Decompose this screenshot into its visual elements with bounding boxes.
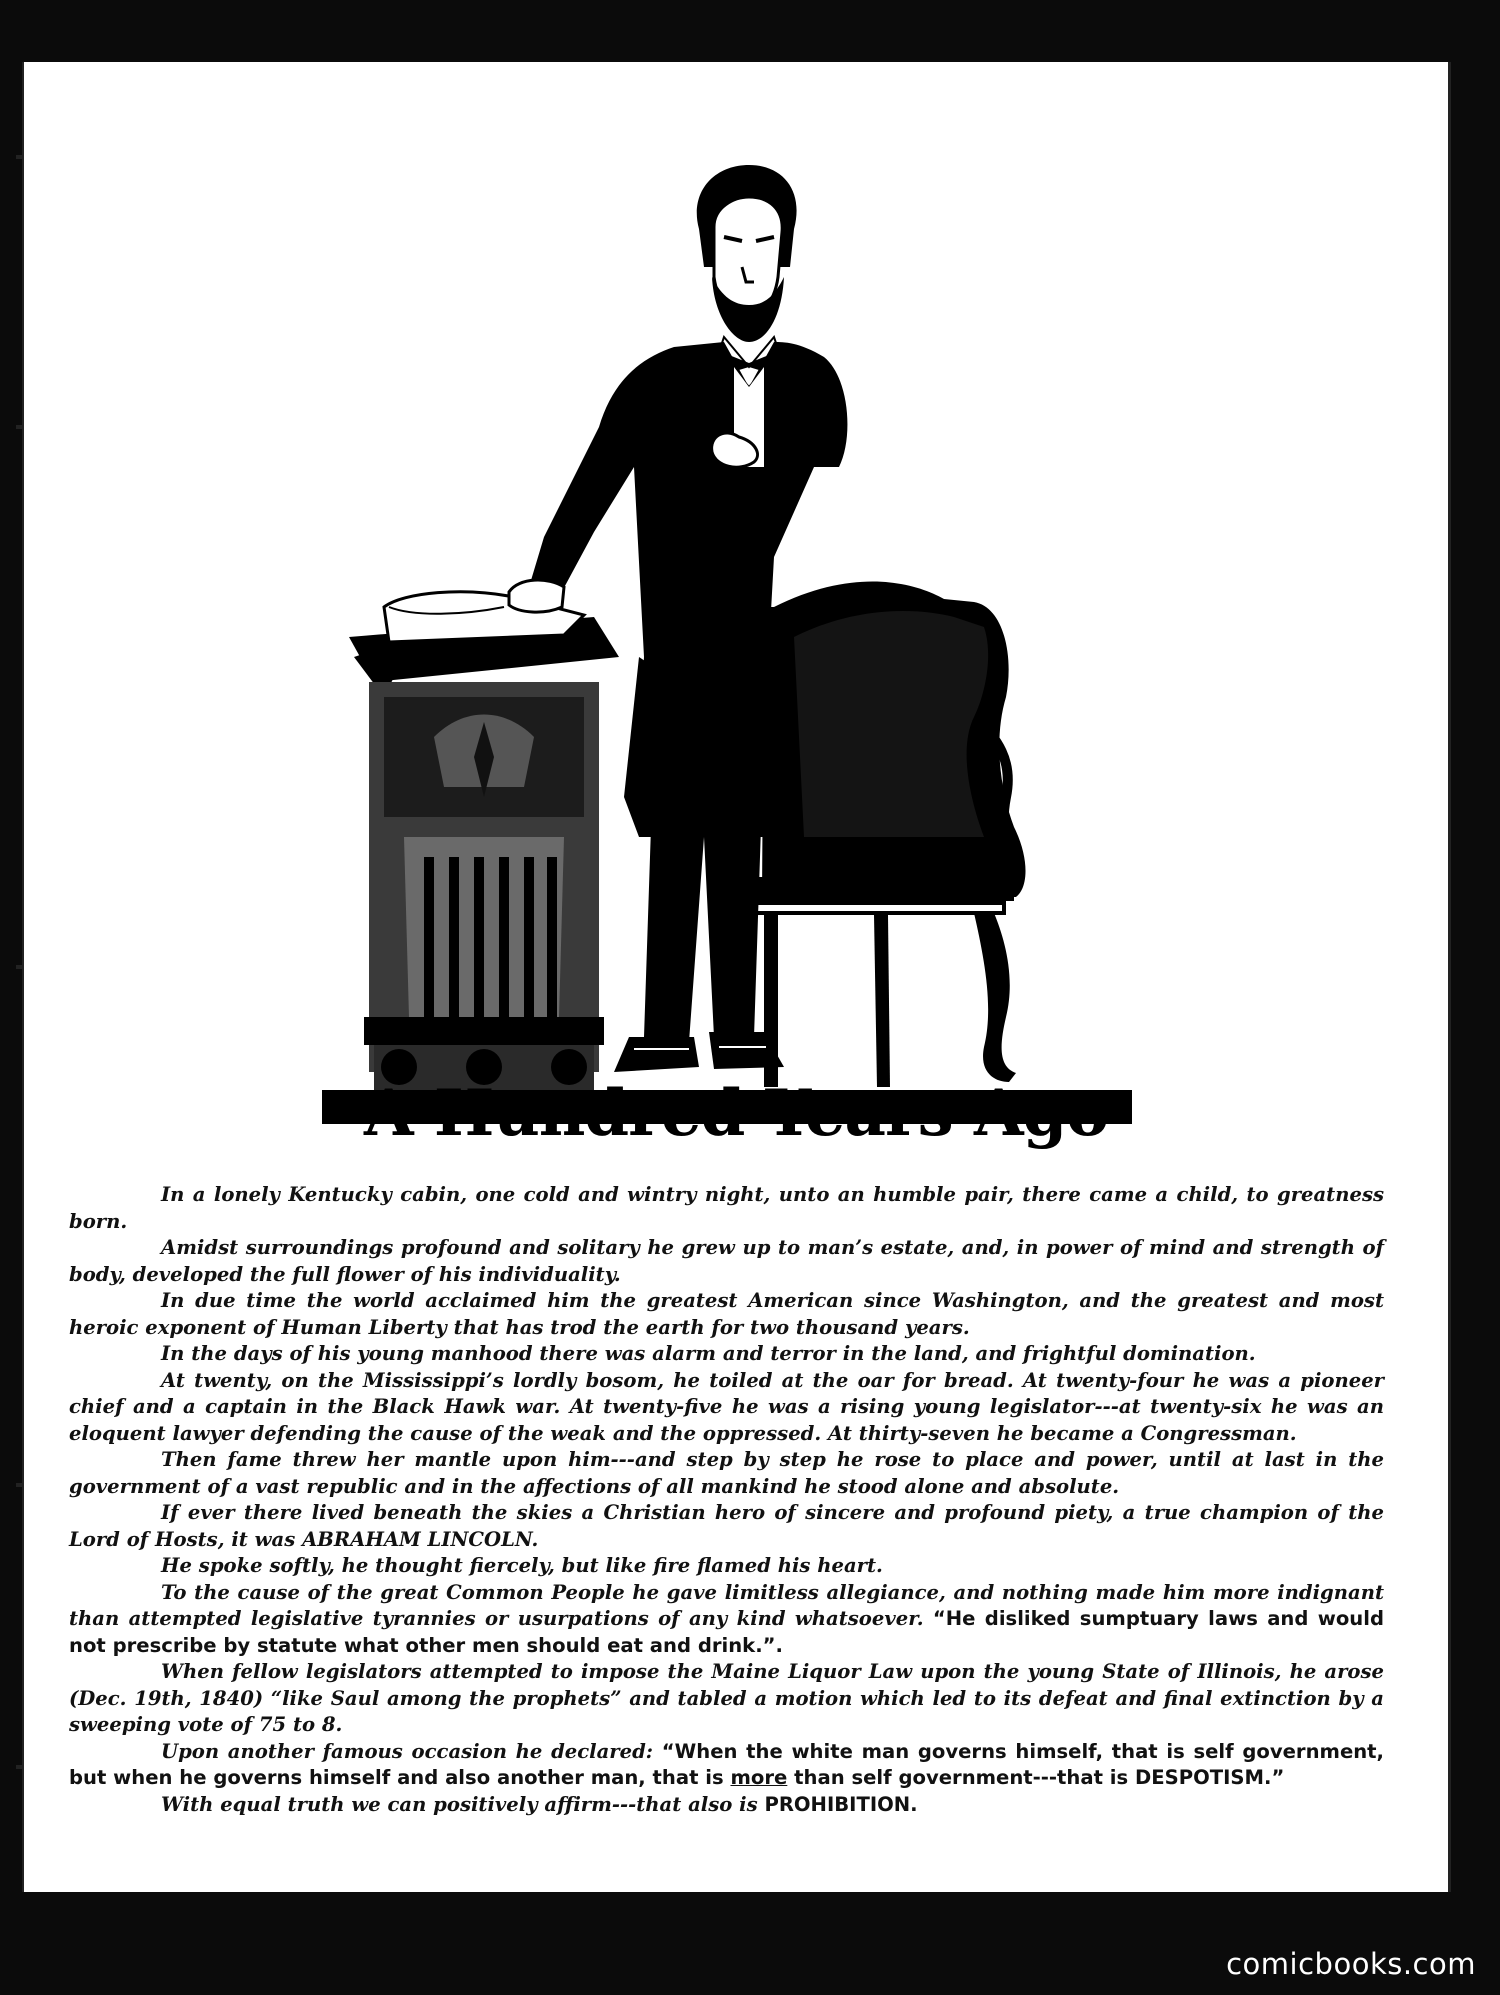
paragraph-text: If ever there lived beneath the skies a Christian hero of sincere and profound piety, a true champion of the Lord of Hosts, it was ABRAHAM LINCOLN. <box>69 1501 1384 1551</box>
paragraph <box>69 1447 1384 1500</box>
paragraph-text: With equal truth we can positively affirm---that also is <box>161 1792 758 1816</box>
margin-mark <box>16 155 24 159</box>
paragraph-text: He spoke softly, he thought fiercely, but like fire flamed his heart. <box>161 1554 883 1577</box>
emphasis-text: PROHIBITION. <box>764 1792 918 1816</box>
paragraph <box>69 1288 1384 1341</box>
paragraph-text: In a lonely Kentucky cabin, one cold and wintry night, unto an humble pair, there came a child, to greatness born. <box>69 1183 1384 1233</box>
article-body <box>69 1182 1384 1818</box>
paragraph-text: Amidst surroundings profound and solitary he grew up to man’s estate, and, in power of mind and strength of body, developed the full flower of his individuality. <box>69 1236 1384 1286</box>
document-page <box>22 62 1451 1892</box>
margin-mark <box>16 425 24 429</box>
quotation-text: “He disliked sumptuary laws and would not prescribe by statute what other men should eat and drink.”. <box>69 1607 1384 1657</box>
lectern-illustration <box>349 592 619 1090</box>
paragraph <box>69 1368 1384 1448</box>
underlined-word: more <box>730 1766 788 1789</box>
paragraph <box>69 1553 1384 1580</box>
paragraph <box>69 1235 1384 1288</box>
paragraph-text: At twenty, on the Mississippi’s lordly bosom, he toiled at the oar for bread. At twenty-four he was a pioneer chief and a captain in the Black Hawk war. At twenty-five he was a rising young legislator---at twenty-six he was an eloquent lawyer defending the cause of the weak and the oppressed. At thirty-seven he became a Congressman. <box>69 1368 1384 1445</box>
margin-mark <box>16 1483 24 1487</box>
page-title: A Hundred Years Ago <box>363 1076 1109 1151</box>
paragraph-text: To the cause of the great Common People he gave limitless allegiance, and nothing made him more indignant than attempted legislative tyrannies or usurpations of any kind whatsoever. <box>69 1580 1384 1630</box>
margin-mark <box>16 1765 24 1769</box>
paragraph <box>69 1580 1384 1660</box>
paragraph <box>69 1739 1384 1792</box>
paragraph <box>69 1341 1384 1368</box>
paragraph <box>69 1659 1384 1739</box>
watermark-text: comicbooks.com <box>1226 1947 1476 1981</box>
paragraph <box>69 1182 1384 1235</box>
paragraph-text: Then fame threw her mantle upon him---and step by step he rose to place and power, until at last in the government of a vast republic and in the affections of all mankind he stood alone and absolute. <box>69 1448 1384 1498</box>
paragraph-text: Upon another famous occasion he declared: <box>161 1739 654 1763</box>
quotation-text: than self government---that is DESPOTISM.” <box>794 1766 1285 1789</box>
paragraph <box>69 1792 1384 1819</box>
paragraph-text: When fellow legislators attempted to impose the Maine Liquor Law upon the young State of Illinois, he arose (Dec. 19th, 1840) “like Saul among the prophets” and tabled a motion which led to its defeat and final extinction by a sweeping vote of 75 to 8. <box>69 1660 1384 1736</box>
paragraph-text: In due time the world acclaimed him the greatest American since Washington, and the greatest and most heroic exponent of Human Liberty that has trod the earth for two thousand years. <box>69 1289 1384 1339</box>
chair-illustration <box>724 582 1026 1087</box>
paragraph <box>69 1500 1384 1553</box>
quotation-text: “When the white man governs himself, that is self government, but when he governs himself and also another man, that is <box>69 1739 1384 1789</box>
paragraph-text: In the days of his young manhood there was alarm and terror in the land, and frightful domination. <box>161 1342 1256 1365</box>
lincoln-illustration <box>294 137 1164 1127</box>
margin-mark <box>16 965 24 969</box>
